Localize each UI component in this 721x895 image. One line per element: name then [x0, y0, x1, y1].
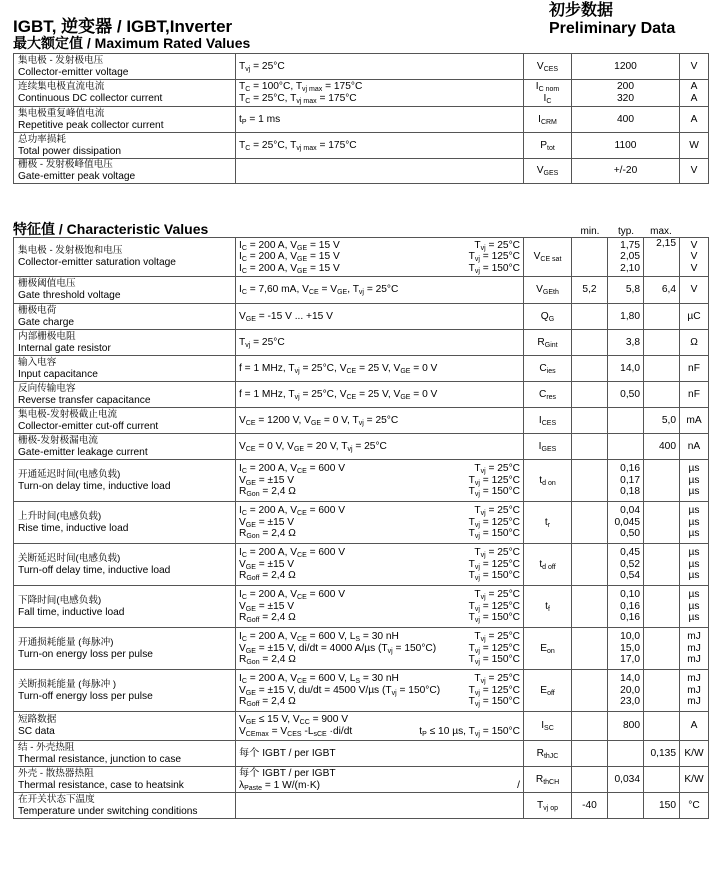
symbol-cell: $R_{thCH}$: [524, 767, 572, 793]
characteristic-title: 特征值 / Characteristic Values: [13, 221, 209, 237]
symbol-cell: $Q_G$: [524, 304, 572, 330]
param-name-en: Turn-off delay time, inductive load: [18, 564, 171, 576]
min-cell: [572, 330, 608, 356]
symbol-cell: $I_{CRM}$: [524, 107, 572, 133]
param-name-cell: [14, 80, 236, 107]
condition-cell: $V_{CE} = 0$ V, $V_{GE} = 20$ V, $T_{vj} = 25^\circ C$: [236, 434, 524, 460]
max-rated-table: [13, 53, 709, 184]
max-cell: 2,15: [644, 238, 680, 277]
symbol-cell: $C_{ies}$: [524, 356, 572, 382]
characteristic-row: [14, 460, 709, 502]
condition-cell: f = 1 MHz, $T_{vj} = 25^\circ C$, $V_{CE} = 25$ V, $V_{GE} = 0$ V: [236, 356, 524, 382]
min-cell: [572, 408, 608, 434]
symbol-cell: $V_{GES}$: [524, 159, 572, 184]
characteristic-row: [14, 502, 709, 544]
param-name-cn: 关断延迟时间(电感负载): [18, 552, 121, 564]
symbol-cell: $E_{on}$: [524, 628, 572, 670]
param-name-cn: 集电极-发射极截止电流: [18, 408, 118, 420]
param-name-en: Input capacitance: [18, 368, 98, 380]
symbol-cell: $C_{res}$: [524, 382, 572, 408]
param-name-cell: [14, 159, 236, 184]
min-cell: 5,2: [572, 277, 608, 304]
param-name-en: Reverse transfer capacitance: [18, 394, 151, 406]
condition-cell: $T_{vj} = 25^\circ C$ $I_C = 200$ A, $V_{CE} = 600$ V, $L_S = 30$ nH $T_{vj} = 125^\circ C$ $V_{GE} = \pm 15$ V, du/dt = 4500 V/µs $(T_{vj} = 150^\circ C)$ $T_{vj} = 150^\circ C$ $R_{Goff} = 2,4$ Ω: [236, 670, 524, 712]
param-name-en: Turn-off energy loss per pulse: [18, 690, 153, 702]
unit-cell: Ω: [680, 330, 709, 356]
condition-cell: $V_{GE} = -15$ V ... +15 V: [236, 304, 524, 330]
unit-cell: µs µs µs: [680, 502, 709, 544]
param-name-en: Gate-emitter leakage current: [18, 446, 148, 458]
min-cell: [572, 767, 608, 793]
param-name-en: Rise time, inductive load: [18, 522, 129, 534]
characteristic-row: [14, 238, 709, 277]
value-cell: 1100: [572, 133, 680, 159]
unit-cell: °C: [680, 793, 709, 819]
condition-cell: $V_{GE} \le 15$ V, $V_{CC} = 900$ V $t_P \le 10$ µs, $T_{vj} = 150^\circ C$ $V_{CEmax} = V_{CES}$ $-L_{sCE} \cdot di/dt$: [236, 712, 524, 741]
typ-cell: 1,80: [608, 304, 644, 330]
unit-cell: µs µs µs: [680, 544, 709, 586]
param-name-cn: 外壳 - 散热器热阻: [18, 767, 94, 779]
unit-cell: K/W: [680, 741, 709, 767]
param-name-en: Turn-on energy loss per pulse: [18, 648, 153, 660]
typ-cell: 0,04 0,045 0,50: [608, 502, 644, 544]
unit-cell: nF: [680, 382, 709, 408]
characteristic-row: [14, 712, 709, 741]
param-name-en: Total power dissipation: [18, 145, 122, 157]
param-name-cn: 结 - 外壳热阻: [18, 741, 75, 753]
param-name-cn: 栅极电荷: [18, 304, 57, 316]
param-name-cell: [14, 793, 236, 819]
symbol-cell: $P_{tot}$: [524, 133, 572, 159]
max-cell: 400: [644, 434, 680, 460]
max-rated-title: 最大额定值 / Maximum Rated Values: [13, 35, 251, 51]
max-cell: [644, 767, 680, 793]
param-name-cell: [14, 586, 236, 628]
typ-cell: 0,16 0,17 0,18: [608, 460, 644, 502]
condition-cell: 每个 IGBT / per IGBT / $\lambda_{Paste} = 1$ W/(m·K): [236, 767, 524, 793]
param-name-cn: 连续集电极直流电流: [18, 81, 105, 93]
typ-cell: 14,0: [608, 356, 644, 382]
param-name-cell: [14, 133, 236, 159]
condition-cell: $T_{vj} = 25^\circ C$ $I_C = 200$ A, $V_{CE} = 600$ V $T_{vj} = 125^\circ C$ $V_{GE} = \pm 15$ V $T_{vj} = 150^\circ C$ $R_{Gon} = 2,4$ Ω: [236, 502, 524, 544]
min-cell: [572, 382, 608, 408]
symbol-cell: $t_{d on}$: [524, 460, 572, 502]
param-name-cell: [14, 712, 236, 741]
param-name-cn: 上升时间(电感负载): [18, 510, 102, 522]
param-name-cn: 开通延迟时间(电感负载): [18, 468, 121, 480]
param-name-cell: [14, 502, 236, 544]
typ-cell: [608, 434, 644, 460]
max-cell: [644, 460, 680, 502]
param-name-en: Fall time, inductive load: [18, 606, 125, 618]
max-cell: [644, 356, 680, 382]
min-cell: [572, 304, 608, 330]
typ-cell: 0,45 0,52 0,54: [608, 544, 644, 586]
module-title: IGBT, 逆变器 / IGBT,Inverter: [13, 17, 233, 36]
typ-cell: 5,8: [608, 277, 644, 304]
condition-cell: f = 1 MHz, $T_{vj} = 25^\circ C$, $V_{CE} = 25$ V, $V_{GE} = 0$ V: [236, 382, 524, 408]
unit-cell: V: [680, 159, 709, 184]
param-name-en: Gate-emitter peak voltage: [18, 171, 136, 182]
param-name-cell: [14, 434, 236, 460]
symbol-cell: $V_{CE sat}$: [524, 238, 572, 277]
col-max-header: max.: [650, 226, 672, 237]
param-name-en: Gate threshold voltage: [18, 290, 121, 301]
param-name-cn: 栅极 - 发射极峰值电压: [18, 159, 113, 171]
param-name-en: Collector-emitter cut-off current: [18, 420, 159, 432]
characteristic-row: [14, 408, 709, 434]
param-name-en: Turn-on delay time, inductive load: [18, 480, 171, 492]
param-name-cn: 集电极重复峰值电流: [18, 107, 105, 119]
typ-cell: 800: [608, 712, 644, 741]
param-name-cell: [14, 408, 236, 434]
typ-cell: 0,034: [608, 767, 644, 793]
condition-cell: 每个 IGBT / per IGBT: [236, 741, 524, 767]
max-rated-row: [14, 133, 709, 159]
symbol-cell: $I_{GES}$: [524, 434, 572, 460]
max-cell: [644, 670, 680, 712]
param-name-cell: [14, 628, 236, 670]
min-cell: [572, 460, 608, 502]
param-name-cell: [14, 356, 236, 382]
unit-cell: A A: [680, 80, 709, 107]
condition-cell: $V_{CE} = 1200$ V, $V_{GE} = 0$ V, $T_{vj} = 25^\circ C$: [236, 408, 524, 434]
max-cell: [644, 330, 680, 356]
unit-cell: mA: [680, 408, 709, 434]
symbol-cell: $V_{CES}$: [524, 54, 572, 80]
param-name-en: Collector-emitter voltage: [18, 66, 129, 78]
max-cell: [644, 712, 680, 741]
min-cell: [572, 434, 608, 460]
col-typ-header: typ.: [617, 226, 635, 237]
col-min-header: min.: [580, 226, 600, 237]
param-name-cn: 总功率损耗: [18, 133, 66, 145]
max-cell: [644, 544, 680, 586]
characteristic-row: [14, 277, 709, 304]
characteristic-row: [14, 382, 709, 408]
condition-cell: [236, 159, 524, 184]
min-cell: [572, 670, 608, 712]
typ-cell: 14,0 20,0 23,0: [608, 670, 644, 712]
param-name-cn: 集电极 - 发射极电压: [18, 54, 104, 66]
symbol-cell: $V_{GEth}$: [524, 277, 572, 304]
param-name-cn: 下降时间(电感负载): [18, 594, 102, 606]
param-name-cell: [14, 330, 236, 356]
max-cell: [644, 502, 680, 544]
max-cell: [644, 628, 680, 670]
typ-cell: [608, 741, 644, 767]
condition-cell: $T_{vj} = 25^\circ C$: [236, 54, 524, 80]
condition-cell: $T_{vj} = 25^\circ C$ $I_C = 200$ A, $V_{CE} = 600$ V, $L_S = 30$ nH $T_{vj} = 125^\circ C$ $V_{GE} = \pm 15$ V, di/dt = 4000 A/µs $(T_{vj} = 150^\circ C)$ $T_{vj} = 150^\circ C$ $R_{Gon} = 2,4$ Ω: [236, 628, 524, 670]
symbol-cell: $R_{Gint}$: [524, 330, 572, 356]
param-name-en: Thermal resistance, junction to case: [18, 753, 182, 765]
max-rated-row: [14, 107, 709, 133]
preliminary-label: [549, 2, 675, 38]
param-name-cn: 集电极 - 发射极饱和电压: [18, 245, 123, 257]
unit-cell: nA: [680, 434, 709, 460]
condition-cell: $T_{vj} = 25^\circ C$ $I_C = 200$ A, $V_{CE} = 600$ V $T_{vj} = 125^\circ C$ $V_{GE} = \pm 15$ V $T_{vj} = 150^\circ C$ $R_{Goff} = 2,4$ Ω: [236, 544, 524, 586]
param-name-cn: 输入电容: [18, 356, 57, 368]
param-name-cn: 短路数据: [18, 714, 57, 726]
param-name-cn: 关断损耗能量 (每脉冲 ): [18, 678, 117, 690]
max-cell: [644, 304, 680, 330]
param-name-en: Collector-emitter saturation voltage: [18, 257, 176, 268]
min-cell: [572, 586, 608, 628]
typ-cell: 0,10 0,16 0,16: [608, 586, 644, 628]
param-name-cn: 栅极-发射极漏电流: [18, 434, 98, 446]
symbol-cell: $t_f$: [524, 586, 572, 628]
typ-cell: 3,8: [608, 330, 644, 356]
characteristic-row: [14, 586, 709, 628]
min-cell: [572, 741, 608, 767]
unit-cell: mJ mJ mJ: [680, 670, 709, 712]
condition-cell: $T_C = 100^\circ C$, $T_{vj max} = 175^\circ C$ $T_C = 25^\circ C$, $T_{vj max} = 175^\circ C$: [236, 80, 524, 107]
characteristic-row: [14, 544, 709, 586]
max-cell: 5,0: [644, 408, 680, 434]
characteristic-row: [14, 356, 709, 382]
preliminary-en: Preliminary Data: [549, 20, 676, 37]
symbol-cell: $E_{off}$: [524, 670, 572, 712]
characteristic-row: [14, 741, 709, 767]
symbol-cell: $I_{CES}$: [524, 408, 572, 434]
condition-cell: $T_{vj} = 25^\circ C$: [236, 330, 524, 356]
characteristic-row: [14, 628, 709, 670]
param-name-cell: [14, 741, 236, 767]
characteristic-row: [14, 304, 709, 330]
condition-cell: $I_C = 7,60$ mA, $V_{CE} = V_{GE}$, $T_{vj} = 25^\circ C$: [236, 277, 524, 304]
symbol-cell: $t_{d off}$: [524, 544, 572, 586]
min-cell: [572, 356, 608, 382]
param-name-cell: [14, 238, 236, 277]
param-name-cn: 开通损耗能量 (每脉冲): [18, 636, 114, 648]
min-cell: [572, 628, 608, 670]
characteristic-table: [13, 237, 709, 819]
param-name-cn: 在开关状态下温度: [18, 793, 95, 805]
characteristic-row: [14, 330, 709, 356]
param-name-cell: [14, 767, 236, 793]
param-name-cell: [14, 107, 236, 133]
characteristic-row: [14, 670, 709, 712]
param-name-en: Internal gate resistor: [18, 342, 111, 354]
param-name-en: Temperature under switching conditions: [18, 805, 198, 817]
max-cell: [644, 586, 680, 628]
max-rated-row: [14, 54, 709, 80]
param-name-en: Gate charge: [18, 316, 75, 328]
unit-cell: A: [680, 712, 709, 741]
max-cell: 6,4: [644, 277, 680, 304]
param-name-cell: [14, 544, 236, 586]
unit-cell: µs µs µs: [680, 460, 709, 502]
unit-cell: V V V: [680, 238, 709, 277]
param-name-cell: [14, 460, 236, 502]
condition-cell: $T_{vj} = 25^\circ C$ $I_C = 200$ A, $V_{CE} = 600$ V $T_{vj} = 125^\circ C$ $V_{GE} = \pm 15$ V $T_{vj} = 150^\circ C$ $R_{Goff} = 2,4$ Ω: [236, 586, 524, 628]
min-cell: [572, 712, 608, 741]
unit-cell: µs µs µs: [680, 586, 709, 628]
unit-cell: mJ mJ mJ: [680, 628, 709, 670]
unit-cell: V: [680, 277, 709, 304]
param-name-cell: [14, 382, 236, 408]
value-cell: 400: [572, 107, 680, 133]
unit-cell: A: [680, 107, 709, 133]
param-name-en: SC data: [18, 726, 55, 737]
unit-cell: K/W: [680, 767, 709, 793]
condition-cell: $T_{vj} = 25^\circ C$ $I_C = 200$ A, $V_{GE} = 15$ V $T_{vj} = 125^\circ C$ $I_C = 200$ A, $V_{GE} = 15$ V $T_{vj} = 150^\circ C$ $I_C = 200$ A, $V_{GE} = 15$ V: [236, 238, 524, 277]
param-name-cell: [14, 304, 236, 330]
symbol-cell: $I_{C nom}$ $I_C$: [524, 80, 572, 107]
typ-cell: 10,0 15,0 17,0: [608, 628, 644, 670]
param-name-en: Thermal resistance, case to heatsink: [18, 779, 184, 791]
unit-cell: µC: [680, 304, 709, 330]
symbol-cell: $t_r$: [524, 502, 572, 544]
typ-cell: [608, 408, 644, 434]
typ-cell: 0,50: [608, 382, 644, 408]
characteristic-row: [14, 793, 709, 819]
param-name-cell: [14, 54, 236, 80]
value-cell: 200 320: [572, 80, 680, 107]
min-cell: [572, 238, 608, 277]
max-rated-row: [14, 159, 709, 184]
condition-cell: $T_C = 25^\circ C$, $T_{vj max} = 175^\circ C$: [236, 133, 524, 159]
symbol-cell: $R_{thJC}$: [524, 741, 572, 767]
max-rated-row: [14, 80, 709, 107]
param-name-en: Continuous DC collector current: [18, 93, 163, 104]
min-cell: [572, 544, 608, 586]
unit-cell: nF: [680, 356, 709, 382]
characteristic-row: [14, 434, 709, 460]
max-cell: 0,135: [644, 741, 680, 767]
param-name-cell: [14, 670, 236, 712]
param-name-en: Repetitive peak collector current: [18, 119, 164, 131]
min-cell: -40: [572, 793, 608, 819]
condition-cell: $t_P = 1$ ms: [236, 107, 524, 133]
max-cell: [644, 382, 680, 408]
condition-cell: [236, 793, 524, 819]
characteristic-row: [14, 767, 709, 793]
param-name-cn: 内部栅极电阻: [18, 330, 76, 342]
value-cell: +/-20: [572, 159, 680, 184]
symbol-cell: $I_{SC}$: [524, 712, 572, 741]
param-name-cn: 反向传输电容: [18, 382, 76, 394]
preliminary-cn: 初步数据: [549, 2, 614, 19]
max-cell: 150: [644, 793, 680, 819]
param-name-cn: 栅极阈值电压: [18, 278, 76, 290]
unit-cell: W: [680, 133, 709, 159]
symbol-cell: $T_{vj op}$: [524, 793, 572, 819]
typ-cell: [608, 793, 644, 819]
value-cell: 1200: [572, 54, 680, 80]
typ-cell: 1,75 2,05 2,10: [608, 238, 644, 277]
unit-cell: V: [680, 54, 709, 80]
param-name-cell: [14, 277, 236, 304]
min-cell: [572, 502, 608, 544]
condition-cell: $T_{vj} = 25^\circ C$ $I_C = 200$ A, $V_{CE} = 600$ V $T_{vj} = 125^\circ C$ $V_{GE} = \pm 15$ V $T_{vj} = 150^\circ C$ $R_{Gon} = 2,4$ Ω: [236, 460, 524, 502]
